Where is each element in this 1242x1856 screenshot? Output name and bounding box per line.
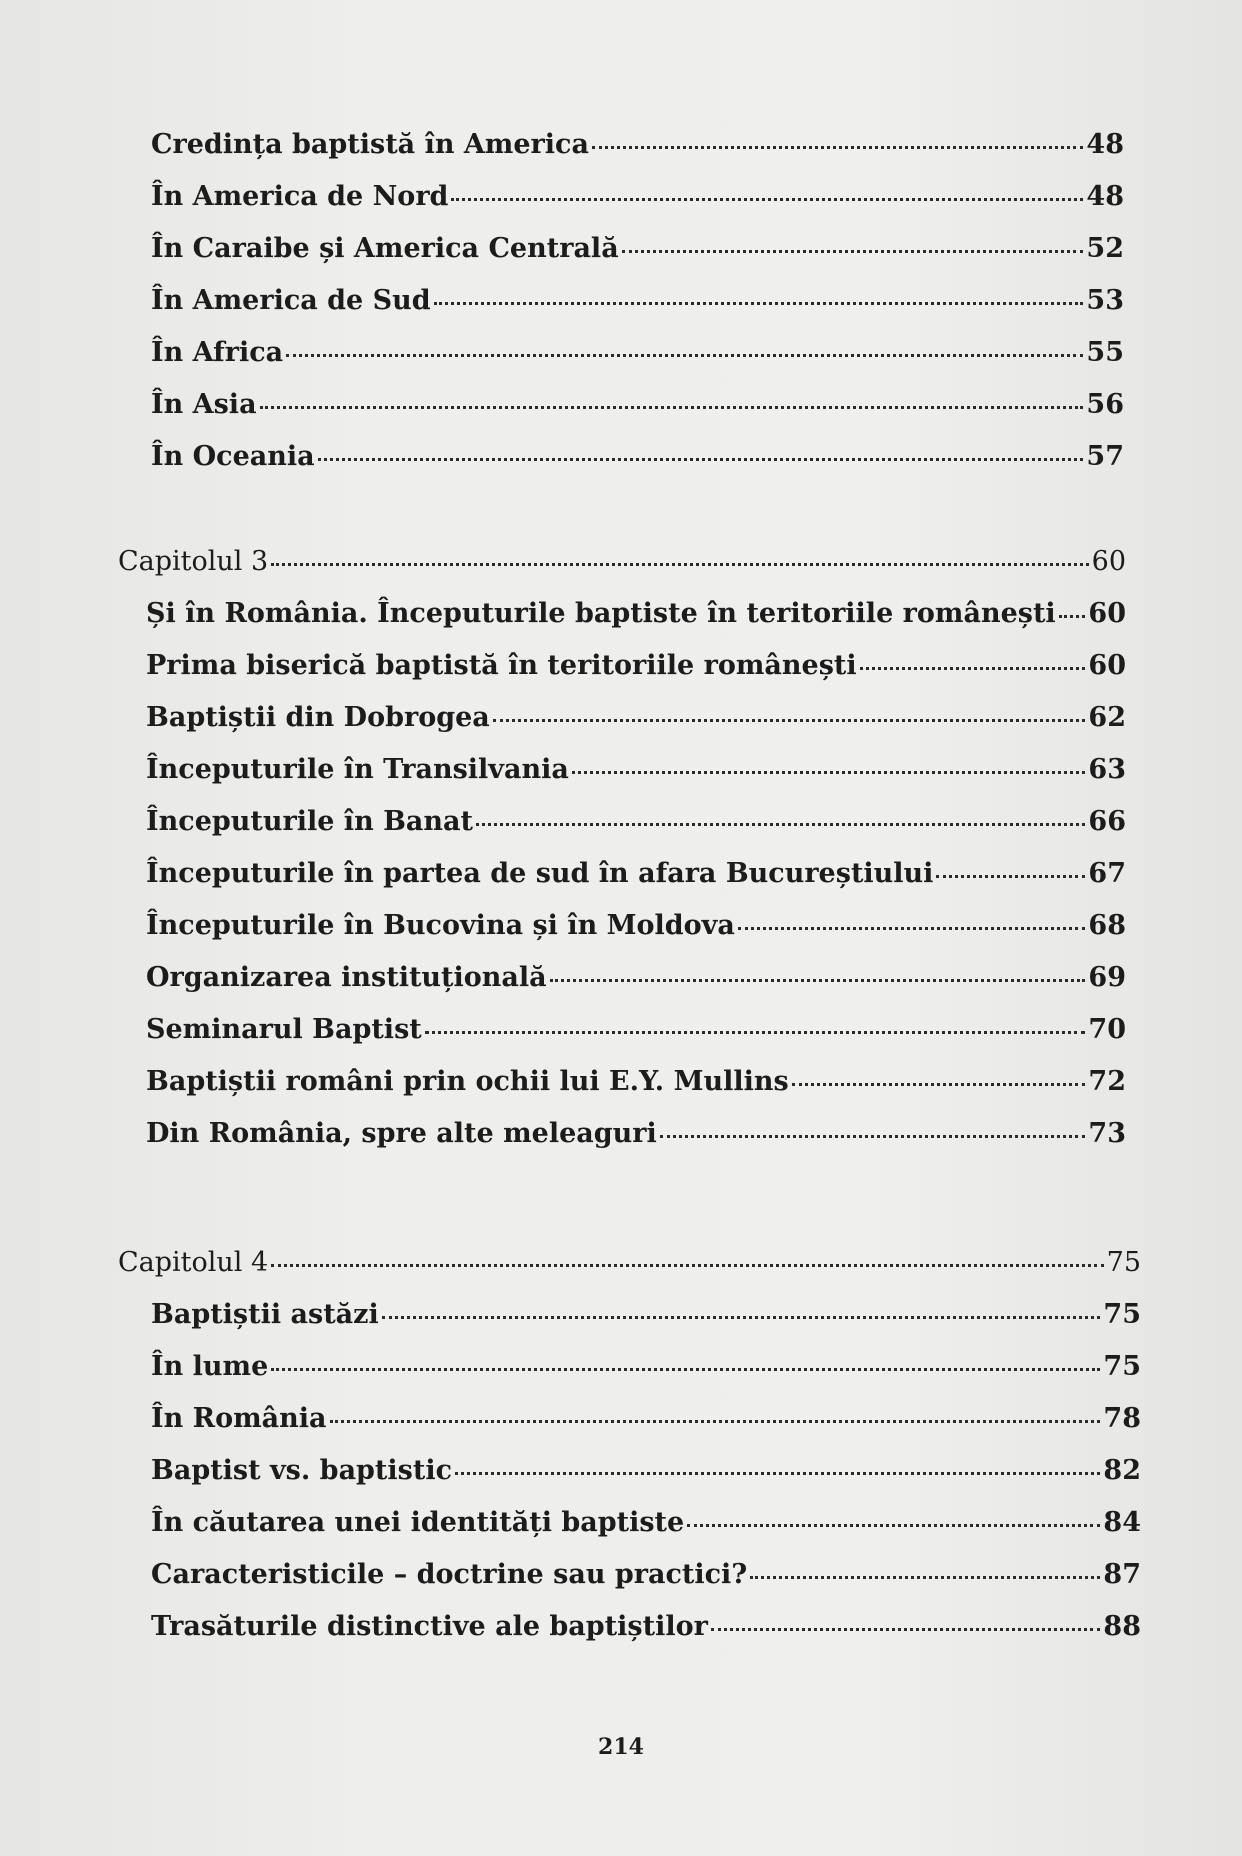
toc-entry-label: Începuturile în Bucovina și în Moldova xyxy=(146,910,735,941)
toc-entry xyxy=(146,649,1126,683)
toc-entry xyxy=(151,1558,1141,1592)
toc-entry-page: 60 xyxy=(1088,598,1126,629)
toc-entry-label: Și în România. Începuturile baptiste în teritoriile românești xyxy=(146,598,1056,629)
toc-entry xyxy=(151,1610,1141,1644)
toc-entry-page: 87 xyxy=(1103,1559,1141,1590)
toc-entry-label: Baptist vs. baptistic xyxy=(151,1455,453,1486)
dot-leader xyxy=(622,250,1084,253)
dot-leader xyxy=(572,771,1086,774)
toc-entry xyxy=(146,701,1126,735)
dot-leader xyxy=(271,1368,1100,1371)
toc-entry-label: În Oceania xyxy=(151,441,315,472)
toc-entry-label: Începuturile în Banat xyxy=(146,806,474,837)
dot-leader xyxy=(271,1264,1103,1267)
dot-leader xyxy=(860,667,1086,670)
toc-entry-page: 48 xyxy=(1086,129,1124,160)
toc-chapter-entry xyxy=(118,545,1126,579)
toc-entry xyxy=(151,1298,1141,1332)
toc-entry xyxy=(151,336,1124,370)
toc-entry xyxy=(151,284,1124,318)
toc-entry-page: 75 xyxy=(1103,1351,1141,1382)
toc-entry-page: 78 xyxy=(1103,1403,1141,1434)
dot-leader xyxy=(330,1420,1101,1423)
toc-entry-page: 53 xyxy=(1086,285,1124,316)
dot-leader xyxy=(1059,615,1086,618)
toc-entry-page: 63 xyxy=(1088,754,1126,785)
dot-leader xyxy=(434,302,1084,305)
toc-entry-label: Organizarea instituțională xyxy=(146,962,547,993)
dot-leader xyxy=(750,1576,1100,1579)
toc-entry-page: 68 xyxy=(1088,910,1126,941)
dot-leader xyxy=(493,719,1086,722)
dot-leader xyxy=(476,823,1085,826)
toc-entry-label: În Caraibe și America Centrală xyxy=(151,233,619,264)
toc-entry xyxy=(146,805,1126,839)
toc-entry xyxy=(151,180,1124,214)
dot-leader xyxy=(318,458,1084,461)
toc-entry xyxy=(151,388,1124,422)
toc-entry-page: 84 xyxy=(1103,1507,1141,1538)
dot-leader xyxy=(592,146,1083,149)
toc-entry xyxy=(151,1402,1141,1436)
toc-entry-label: Credința baptistă în America xyxy=(151,129,589,160)
dot-leader xyxy=(260,406,1084,409)
toc-entry-page: 75 xyxy=(1106,1247,1141,1278)
toc-entry-label: În lume xyxy=(151,1351,269,1382)
dot-leader xyxy=(425,1031,1086,1034)
toc-entry-page: 60 xyxy=(1088,650,1126,681)
toc-entry-page: 62 xyxy=(1088,702,1126,733)
toc-entry-label: În America de Nord xyxy=(151,181,449,212)
toc-entry-page: 67 xyxy=(1088,858,1126,889)
dot-leader xyxy=(271,563,1088,566)
toc-entry xyxy=(151,1454,1141,1488)
toc-entry-label: Începuturile în partea de sud în afara Bucureștiului xyxy=(146,858,934,889)
toc-entry xyxy=(151,1350,1141,1384)
toc-entry-label: În căutarea unei identități baptiste xyxy=(151,1507,685,1538)
toc-entry xyxy=(151,1506,1141,1540)
toc-entry-label: Baptiștii din Dobrogea xyxy=(146,702,490,733)
toc-entry-label: Prima biserică baptistă în teritoriile românești xyxy=(146,650,857,681)
toc-chapter-entry xyxy=(118,1246,1141,1280)
toc-entry-page: 60 xyxy=(1091,546,1126,577)
toc-entry-label: În Asia xyxy=(151,389,257,420)
toc-entry xyxy=(146,597,1126,631)
toc-chapter-label: Capitolul 4 xyxy=(118,1247,269,1278)
toc-entry xyxy=(151,232,1124,266)
toc-entry xyxy=(151,128,1124,162)
toc-entry-label: Începuturile în Transilvania xyxy=(146,754,569,785)
toc-entry xyxy=(146,1117,1126,1151)
toc-entry-page: 75 xyxy=(1103,1299,1141,1330)
toc-entry-page: 69 xyxy=(1088,962,1126,993)
dot-leader xyxy=(550,979,1086,982)
toc-entry xyxy=(146,1065,1126,1099)
toc-entry-label: În America de Sud xyxy=(151,285,431,316)
toc-entry-page: 70 xyxy=(1088,1014,1126,1045)
toc-entry-label: Caracteristicile – doctrine sau practici? xyxy=(151,1559,748,1590)
toc-entry-page: 55 xyxy=(1086,337,1124,368)
toc-entry-page: 48 xyxy=(1086,181,1124,212)
toc-entry-label: În România xyxy=(151,1403,327,1434)
toc-entry-label: Baptiștii români prin ochii lui E.Y. Mullins xyxy=(146,1066,789,1097)
toc-entry xyxy=(146,1013,1126,1047)
dot-leader xyxy=(455,1472,1100,1475)
dot-leader xyxy=(451,198,1083,201)
toc-entry-page: 52 xyxy=(1086,233,1124,264)
toc-entry-page: 56 xyxy=(1086,389,1124,420)
dot-leader xyxy=(660,1135,1086,1138)
toc-entry-label: Din România, spre alte meleaguri xyxy=(146,1118,657,1149)
dot-leader xyxy=(711,1628,1101,1631)
toc-entry-label: Seminarul Baptist xyxy=(146,1014,422,1045)
toc-entry xyxy=(146,961,1126,995)
dot-leader xyxy=(286,354,1083,357)
dot-leader xyxy=(687,1524,1100,1527)
toc-entry-label: În Africa xyxy=(151,337,284,368)
toc-entry xyxy=(146,857,1126,891)
dot-leader xyxy=(936,875,1085,878)
toc-entry xyxy=(151,440,1124,474)
toc-entry-page: 72 xyxy=(1088,1066,1126,1097)
toc-entry-label: Trasăturile distinctive ale baptiștilor xyxy=(151,1611,708,1642)
dot-leader xyxy=(792,1083,1086,1086)
page-number: 214 xyxy=(598,1734,644,1760)
toc-entry xyxy=(146,909,1126,943)
toc-entry-page: 66 xyxy=(1088,806,1126,837)
toc-entry-page: 82 xyxy=(1103,1455,1141,1486)
toc-chapter-label: Capitolul 3 xyxy=(118,546,269,577)
toc-entry xyxy=(146,753,1126,787)
toc-entry-label: Baptiștii astăzi xyxy=(151,1299,379,1330)
toc-entry-page: 57 xyxy=(1086,441,1124,472)
dot-leader xyxy=(738,927,1086,930)
dot-leader xyxy=(382,1316,1101,1319)
toc-entry-page: 88 xyxy=(1103,1611,1141,1642)
toc-entry-page: 73 xyxy=(1088,1118,1126,1149)
